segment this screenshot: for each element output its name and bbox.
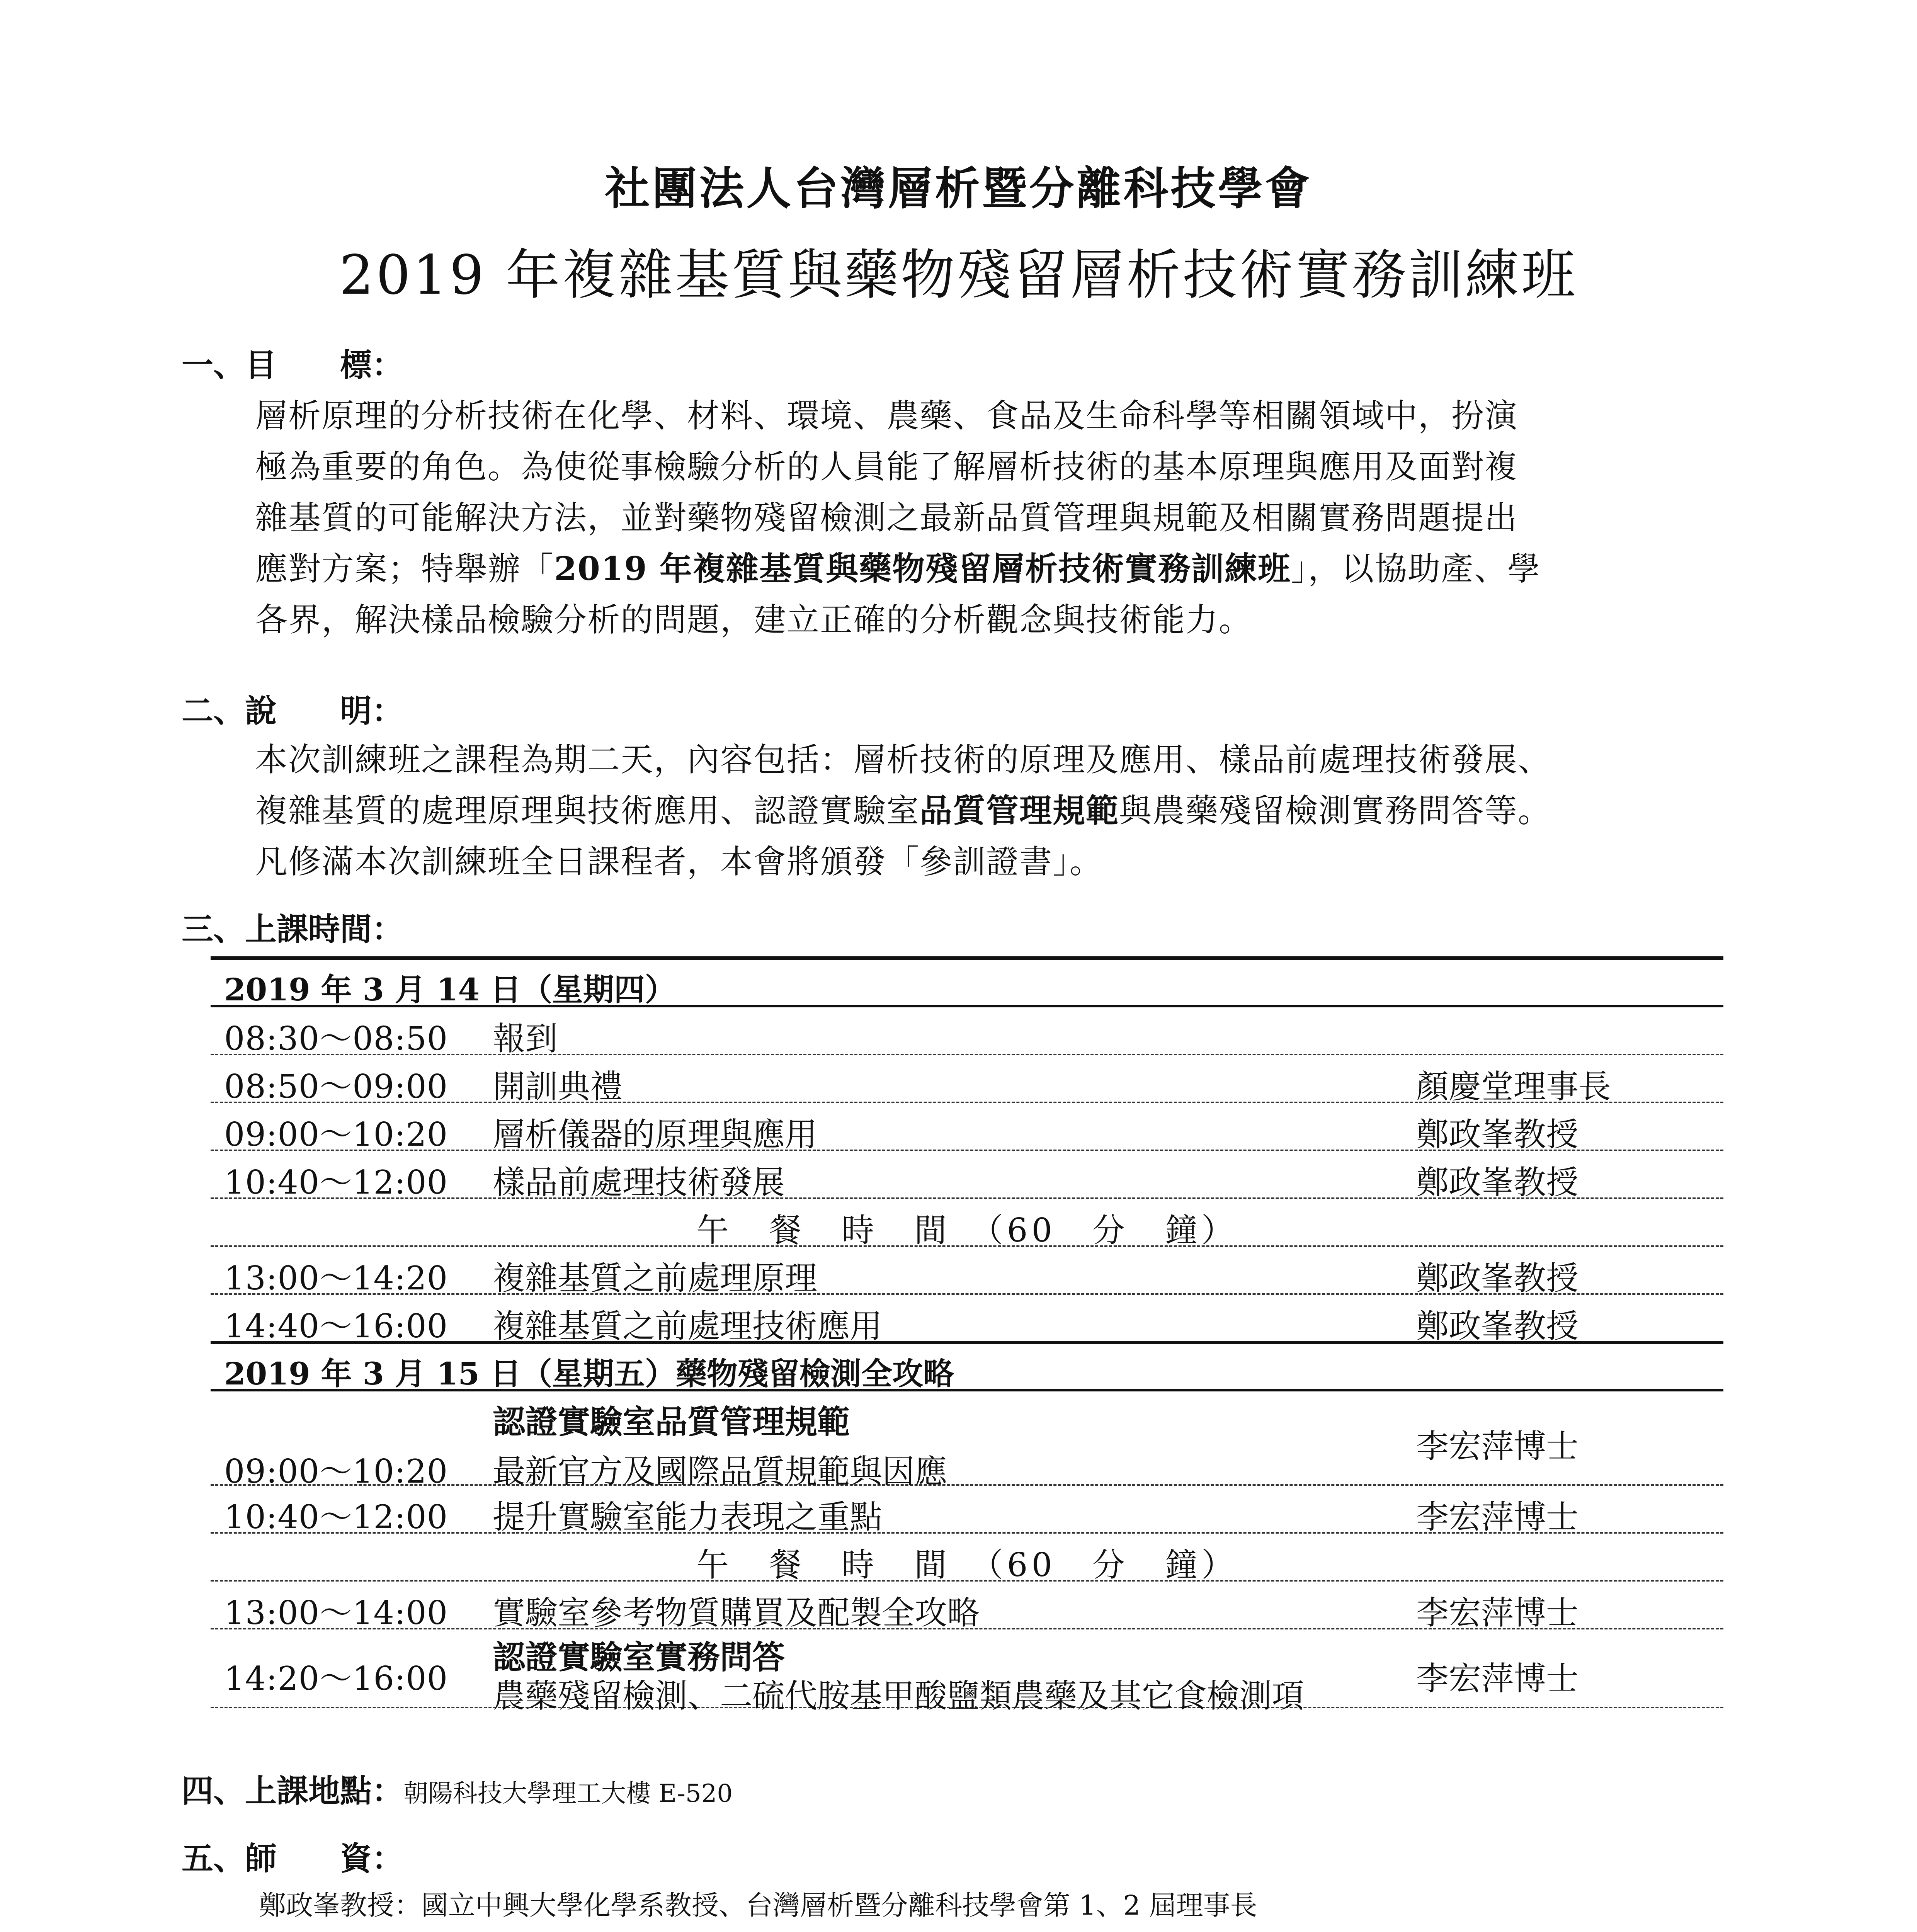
- section-objective-heading: 一、目 標：: [182, 347, 404, 384]
- description-line: 複雜基質的處理原理與技術應用、認證實驗室品質管理規範與農藥殘留檢測實務問答等。: [255, 791, 1551, 830]
- objective-line: 應對方案；特舉辦「2019 年複雜基質與藥物殘留層析技術實務訓練班」，以協助產、學: [255, 549, 1541, 588]
- org-title: 社團法人台灣層析暨分離科技學會: [605, 162, 1312, 215]
- table-row: 10:40～12:00 提升實驗室能力表現之重點 李宏萍博士: [211, 1486, 1723, 1534]
- table-row: 09:00～10:20 認證實驗室品質管理規範 最新官方及國際品質規範與因應 李宏萍博士: [211, 1391, 1723, 1486]
- table-row: 14:40～16:00 複雜基質之前處理技術應用 鄭政峯教授: [224, 1307, 1579, 1345]
- table-row: 08:50～09:00 開訓典禮 顏慶堂理事長: [211, 1055, 1723, 1103]
- quality-emphasis: 品質管理規範: [920, 791, 1119, 830]
- section-objective-body: [255, 390, 1747, 645]
- table-row: 13:00～14:20 複雜基質之前處理原理 鄭政峯教授: [211, 1247, 1723, 1295]
- objective-line: 各界，解決樣品檢驗分析的問題，建立正確的分析觀念與技術能力。: [255, 601, 1252, 639]
- schedule-day-header: 2019 年 3 月 15 日（星期五）藥物殘留檢測全攻略: [211, 1341, 1723, 1391]
- section-instructors-heading: 五、師 資：: [182, 1840, 404, 1877]
- section-location-heading: 四、上課地點：朝陽科技大學理工大樓 E-520: [182, 1772, 733, 1810]
- table-row: 13:00～14:00 實驗室參考物質購買及配製全攻略 李宏萍博士: [211, 1582, 1723, 1629]
- description-line: 凡修滿本次訓練班全日課程者，本會將頒發「參訓證書」。: [255, 843, 1103, 881]
- course-title: 2019 年複雜基質與藥物殘留層析技術實務訓練班: [339, 244, 1578, 307]
- instructor-1: 鄭政峯教授：國立中興大學化學系教授、台灣層析暨分離科技學會第 1、2 屆理事長: [259, 1889, 1257, 1921]
- location-value: 朝陽科技大學理工大樓 E-520: [403, 1779, 733, 1808]
- table-row: 14:20～16:00 認證實驗室實務問答 農藥殘留檢測、二硫代胺基甲酸鹽類農藥及其它食檢測項 李宏萍博士: [211, 1629, 1723, 1708]
- lunch-row: 午 餐 時 間 （60 分 鐘）: [211, 1534, 1723, 1582]
- objective-line: 層析原理的分析技術在化學、材料、環境、農藥、食品及生命科學等相關領域中，扮演: [255, 397, 1518, 435]
- section-description-body: [255, 734, 1747, 887]
- table-row: 09:00～10:20 層析儀器的原理與應用 鄭政峯教授: [211, 1103, 1723, 1151]
- objective-line: 雜基質的可能解決方法，並對藥物殘留檢測之最新品質管理與規範及相關實務問題提出: [255, 499, 1518, 537]
- table-row: 08:30～08:50 報到: [211, 1007, 1723, 1055]
- course-name-emphasis: 2019 年複雜基質與藥物殘留層析技術實務訓練班: [554, 549, 1291, 588]
- lunch-row: 午 餐 時 間 （60 分 鐘）: [211, 1199, 1723, 1247]
- schedule-day-header: 2019 年 3 月 14 日（星期四）: [211, 956, 1723, 1007]
- objective-line: 極為重要的角色。為使從事檢驗分析的人員能了解層析技術的基本原理與應用及面對複: [255, 448, 1518, 486]
- section-schedule-heading: 三、上課時間：: [182, 911, 404, 948]
- description-line: 本次訓練班之課程為期二天，內容包括：層析技術的原理及應用、樣品前處理技術發展、: [255, 741, 1551, 779]
- schedule-table: [211, 956, 1723, 1715]
- section-description-heading: 二、說 明：: [182, 692, 404, 730]
- table-row: 10:40～12:00 樣品前處理技術發展 鄭政峯教授: [211, 1151, 1723, 1199]
